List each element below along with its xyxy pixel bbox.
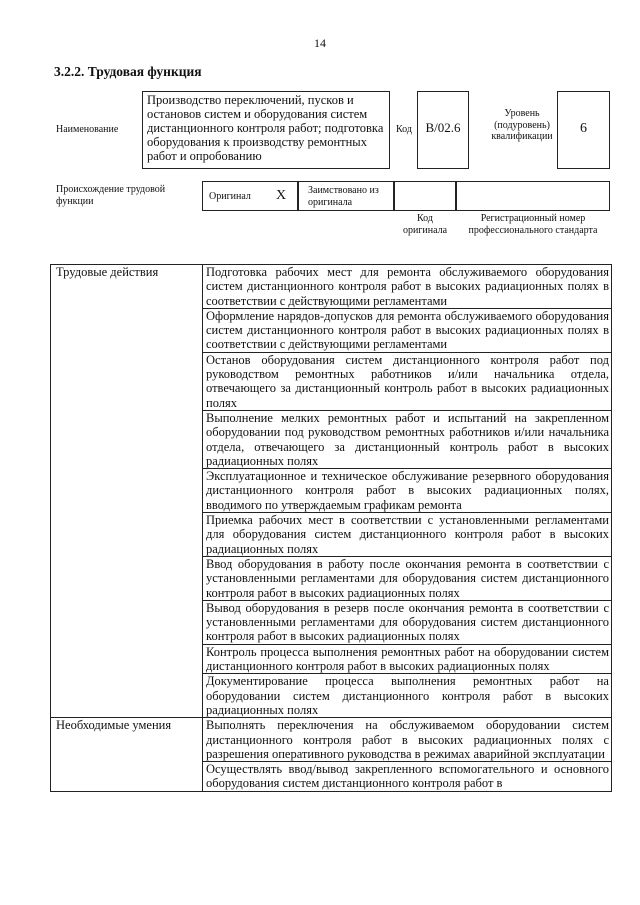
original-label: Оригинал (209, 191, 251, 202)
function-name-value: Производство переключений, пусков и остановов систем и оборудования систем дистанционного контроля работ; подготовка оборудования к производству ремонтных работ и опробованию (147, 93, 384, 163)
registration-caption: Регистрационный номер профессионального стандарта (468, 213, 598, 236)
item-cell: Документирование процесса выполнения ремонтных работ на оборудовании систем дистанционного контроля работ в высоких радиационных полях (203, 674, 612, 718)
level-box (557, 91, 610, 169)
item-cell: Контроль процесса выполнения ремонтных работ на оборудовании систем дистанционного контроля работ в высоких радиационных полях (203, 644, 612, 674)
category-cell: Необходимые умения (51, 718, 203, 791)
function-details-table (50, 264, 612, 792)
code-box (417, 91, 469, 169)
borrowed-label: Заимствовано из оригинала (308, 185, 379, 208)
category-cell: Трудовые действия (51, 265, 203, 718)
table-row (51, 718, 612, 762)
level-value: 6 (580, 121, 587, 136)
code-original-box (394, 181, 456, 211)
item-cell: Выполнять переключения на обслуживаемом оборудовании систем дистанционного контроля работ в высоких радиационных полях с разрешения оперативного руководства в режимах аварийной эксплуатации (203, 718, 612, 762)
borrowed-box (298, 181, 394, 211)
table-row (51, 265, 612, 309)
origin-label: Происхождение трудовой функции (56, 184, 166, 207)
level-label: Уровень (подуровень) квалификации (491, 108, 553, 142)
item-cell: Приемка рабочих мест в соответствии с установленными регламентами для оборудования систем дистанционного контроля работ в высоких радиационных полях (203, 513, 612, 557)
page-number: 14 (314, 36, 326, 50)
code-label: Код (396, 124, 412, 135)
registration-number-box (456, 181, 610, 211)
name-value-box (142, 91, 390, 169)
code-value: B/02.6 (425, 120, 461, 135)
code-original-caption: Код оригинала (402, 213, 448, 236)
original-box (202, 181, 298, 211)
section-title: 3.2.2. Трудовая функция (54, 64, 202, 79)
item-cell: Останов оборудования систем дистанционного контроля работ под руководством ремонтных работников и/или начальника отдела, отвечающего за дистанционный контроль работ в высоких радиационных полях (203, 352, 612, 410)
item-cell: Вывод оборудования в резерв после окончания ремонта в соответствии с установленными регламентами для оборудования систем дистанционного контроля работ в высоких радиационных полях (203, 600, 612, 644)
item-cell: Подготовка рабочих мест для ремонта обслуживаемого оборудования систем дистанционного контроля работ в высоких радиационных полях в соответствии с действующими регламентами (203, 265, 612, 309)
item-cell: Выполнение мелких ремонтных работ и испытаний на закрепленном оборудовании под руководством ремонтных работников и/или начальника отдела, отвечающего за дистанционный контроль работ в высоких радиационных полях (203, 410, 612, 468)
item-cell: Эксплуатационное и техническое обслуживание резервного оборудования дистанционного контроля работ в высоких радиационных полях, вводимого по утверждаемым графикам ремонта (203, 469, 612, 513)
item-cell: Оформление нарядов-допусков для ремонта обслуживаемого оборудования систем дистанционного контроля работ в высоких радиационных полях в соответствии с действующими регламентами (203, 308, 612, 352)
original-mark: X (276, 188, 287, 203)
item-cell: Осуществлять ввод/вывод закрепленного вспомогательного и основного оборудования систем дистанционного контроля работ в (203, 762, 612, 792)
item-cell: Ввод оборудования в работу после окончания ремонта в соответствии с установленными регламентами для оборудования систем дистанционного контроля работ в высоких радиационных полях (203, 556, 612, 600)
name-label: Наименование (56, 124, 119, 135)
